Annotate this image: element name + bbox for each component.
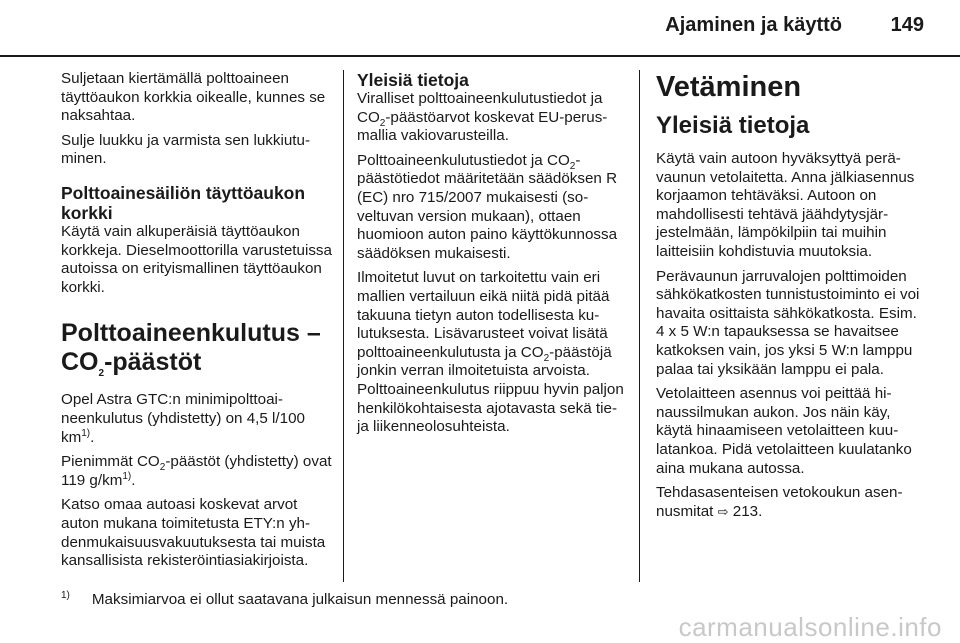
paragraph: Sulje luukku ja varmista sen lukkiutuminen. — [61, 131, 311, 168]
page-reference-link[interactable]: 213. — [728, 502, 763, 520]
paragraph: Suljetaan kiertämällä polttoaineen täyttöaukon korkkia oikealle, kunnes se naksahtaa. — [61, 70, 326, 125]
subscript: 2 — [98, 368, 105, 380]
chapter-title: Ajaminen ja käyttö — [665, 14, 842, 36]
heading-line-1: Polttoaineenkulutus – — [61, 319, 321, 348]
section-heading-general: Yleisiä tietoja — [656, 112, 810, 139]
paragraph: Katso omaa autoasi koskevat arvot auton mukana toimitetusta ETY:n yhdenmukaisuusvakuutuksesta tai muista kansallisista rekisteröintiasiakirjoista. — [61, 496, 326, 570]
footnote-ref: 1) — [122, 470, 132, 482]
section-heading-general: Yleisiä tietoja — [357, 70, 469, 90]
subscript: 2 — [159, 462, 166, 474]
paragraph: Vetolaitteen asennus voi peittää hinaussilmukan aukon. Jos näin käy, käytä hinaamiseen vetolaitteen kuulatankoa. Pidä vetolaitteen kuulatanko aina mukana autossa. — [656, 385, 912, 477]
paragraph — [656, 484, 926, 521]
paragraph — [61, 453, 333, 490]
text: Pienimmät CO — [61, 453, 160, 471]
subscript: 2 — [543, 352, 550, 364]
column-3 — [656, 70, 926, 527]
text: -päästöjä jonkin verran ilmoitetuista arvoista. Polttoaineenkulutus riippuu hyvin paljon henkilökohtaisesta ajotavasta sekä tie- ja liikenneolosuhteista. — [357, 343, 624, 436]
paragraph: Käytä vain alkuperäisiä täyttöaukon korkkeja. Dieselmoottorilla varustetuissa autoissa on erityismallinen täyttöaukon korkki. — [61, 222, 332, 296]
text: Tehdasasenteisen vetokoukun asennusmitat — [656, 484, 903, 520]
text: -päästöarvot koskevat EU-perusmallia vakiovarusteilla. — [357, 108, 608, 145]
heading-line-2a: CO — [61, 348, 99, 377]
footnote-mark: 1) — [61, 590, 70, 601]
paragraph: Käytä vain autoon hyväksyttyä perävaunun vetolaitetta. Anna jälkiasennus korjaamon tehtäväksi. Autoon on mahdollisesti tehtävä jäähdytysjärjestelmään, lämpökilpiin tai muihin laitteisiin kohdistuvia muutoksia. — [656, 150, 915, 260]
text: Opel Astra GTC:n minimipolttoaineenkulutus (yhdistetty) on 4,5 l/100 km — [61, 391, 305, 446]
header-divider — [0, 55, 960, 57]
column-divider-2 — [639, 70, 640, 582]
text: Polttoaineenkulutustiedot ja CO — [357, 151, 570, 169]
footnote-ref: 1) — [81, 427, 91, 439]
column-divider-1 — [343, 70, 344, 582]
footnote-text: Maksimiarvoa ei ollut saatavana julkaisun mennessä painoon. — [91, 591, 509, 609]
text: . — [131, 471, 136, 489]
paragraph — [61, 391, 333, 447]
section-heading-towing: Vetäminen — [656, 71, 802, 103]
paragraph: Perävaunun jarruvalojen polttimoiden sähkökatkosten tunnistustoiminto ei voi havaita osittaista sähkökatkosta. Esim. 4 x 5 W:n tapauksessa se havaitsee katkoksen vain, jos yksi 5 W:n lamppu palaa tai yksikään lamppu ei pala. — [656, 267, 920, 378]
column-2 — [357, 70, 625, 443]
section-heading-consumption — [61, 319, 333, 380]
page-number: 149 — [890, 14, 924, 36]
page-reference-arrow-icon: ⇨ — [717, 503, 729, 519]
watermark: carmanualsonline.info — [678, 612, 942, 642]
footnote — [61, 590, 508, 608]
text: Viralliset polttoaineenkulutustiedot ja CO — [357, 90, 603, 126]
text: -päästöt (yhdistetty) ovat 119 g/km — [61, 453, 332, 489]
subscript: 2 — [379, 117, 386, 129]
paragraph — [357, 152, 625, 264]
subscript: 2 — [569, 160, 576, 172]
section-heading-fuel-cap: Polttoainesäiliön täyttöaukon korkki — [61, 182, 306, 223]
heading-line-2b: -päästöt — [104, 348, 202, 377]
text: Ilmoitetut luvut on tarkoitettu vain eri mallien vertailuun eikä niitä pidä pitää takuuna tietyn auton todellisesta kulutuksesta. Lisävarusteet voivat lisätä polttoaineenkulutusta ja CO — [357, 269, 610, 361]
paragraph — [357, 269, 625, 436]
page-header — [0, 0, 960, 44]
column-1 — [61, 70, 333, 577]
text: . — [90, 428, 95, 446]
paragraph — [357, 90, 625, 146]
text: -päästötiedot määritetään säädöksen R (EC) nro 715/2007 mukaisesti (soveltuvan version mukaan), ottaen huomioon auton paino käyttökunnossa säädöksen mukaisesti. — [357, 151, 618, 262]
